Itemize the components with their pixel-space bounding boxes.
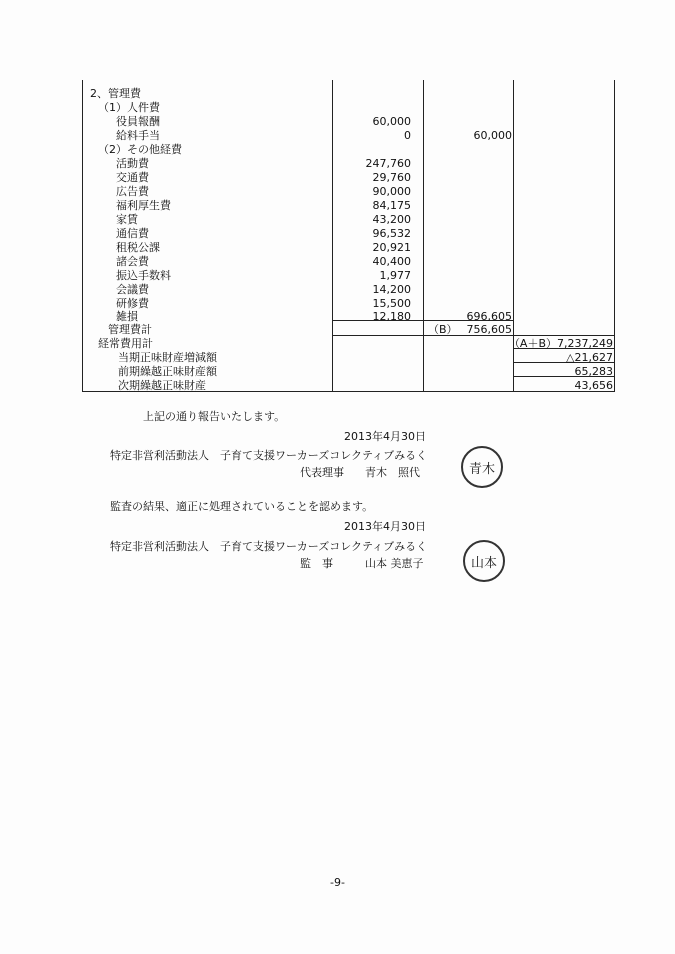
item-label: 通信費: [116, 227, 149, 240]
report-org: 特定非営利活動法人 子育て支援ワーカーズコレクティブみるく: [110, 449, 428, 462]
personnel-title: （1）人件費: [98, 101, 160, 114]
table-row: [0, 241, 675, 255]
item-amount: 15,500: [372, 297, 411, 310]
item-label: 広告費: [116, 185, 149, 198]
personnel-title-row: [0, 101, 675, 115]
item-amount: 12,180: [372, 310, 411, 323]
report-statement: 上記の通り報告いたします。: [143, 410, 286, 423]
item-amount: 14,200: [372, 283, 411, 296]
item-label: 諸会費: [116, 255, 149, 268]
item-label: 振込手数料: [116, 269, 171, 282]
seal-text: 青木: [468, 461, 495, 477]
auditor-seal: [463, 540, 505, 582]
item-label: 雑損: [116, 310, 138, 323]
representative-seal: [461, 446, 503, 488]
item-label: 活動費: [116, 157, 149, 170]
item-label: 役員報酬: [116, 115, 160, 128]
audit-name: 山本 美恵子: [365, 557, 424, 570]
item-amount: 60,000: [372, 115, 411, 128]
result-row: [0, 365, 675, 379]
ordinary-total-row: [0, 337, 675, 351]
table-row: [0, 213, 675, 227]
item-subtotal: 696,605: [466, 310, 512, 323]
section-title: 2、管理費: [90, 87, 141, 100]
item-amount: 84,175: [372, 199, 411, 212]
item-amount: 40,400: [372, 255, 411, 268]
result-label: 当期正味財産増減額: [118, 351, 217, 364]
report-role: 代表理事: [300, 466, 344, 479]
table-row: [0, 283, 675, 297]
item-amount: 90,000: [372, 185, 411, 198]
result-row: [0, 351, 675, 365]
result-value: △21,627: [566, 351, 613, 364]
result-label: 次期繰越正味財産: [118, 379, 206, 392]
table-row: [0, 185, 675, 199]
page-number: -9-: [330, 876, 345, 889]
table-row: [0, 269, 675, 283]
audit-date: 2013年4月30日: [344, 520, 426, 533]
item-label: 会議費: [116, 283, 149, 296]
result-value: 43,656: [574, 379, 613, 392]
item-amount: 1,977: [379, 269, 411, 282]
audit-org: 特定非営利活動法人 子育て支援ワーカーズコレクティブみるく: [110, 540, 428, 553]
ordinary-total-label: 経常費用計: [98, 337, 153, 350]
admin-total-value: 756,605: [466, 323, 512, 336]
audit-role: 監 事: [300, 557, 333, 570]
item-label: 交通費: [116, 171, 149, 184]
table-row: [0, 157, 675, 171]
section-title-row: [0, 87, 675, 101]
result-row: [0, 379, 675, 393]
item-label: 租税公課: [116, 241, 160, 254]
item-amount: 96,532: [372, 227, 411, 240]
item-amount: 29,760: [372, 171, 411, 184]
item-amount: 247,760: [365, 157, 411, 170]
table-row: [0, 227, 675, 241]
result-label: 前期繰越正味財産額: [118, 365, 217, 378]
item-label: 給料手当: [116, 129, 160, 142]
table-row: [0, 297, 675, 311]
report-name: 青木 照代: [365, 466, 420, 479]
table-row: [0, 255, 675, 269]
item-label: 福利厚生費: [116, 199, 171, 212]
table-row: [0, 199, 675, 213]
item-amount: 0: [404, 129, 411, 142]
item-label: 家賃: [116, 213, 138, 226]
table-row: [0, 310, 675, 324]
other-title: （2）その他経費: [98, 143, 182, 156]
other-title-row: [0, 143, 675, 157]
admin-total-marker: （B）: [428, 323, 458, 336]
item-label: 研修費: [116, 297, 149, 310]
seal-text: 山本: [470, 555, 497, 571]
item-subtotal: 60,000: [473, 129, 512, 142]
result-value: 65,283: [574, 365, 613, 378]
admin-total-row: [0, 323, 675, 337]
table-row: [0, 171, 675, 185]
item-amount: 20,921: [372, 241, 411, 254]
table-row: [0, 115, 675, 129]
report-date: 2013年4月30日: [344, 430, 426, 443]
ordinary-total-value: （A＋B）7,237,249: [508, 337, 613, 350]
audit-statement: 監査の結果、適正に処理されていることを認めます。: [110, 500, 374, 513]
table-row: [0, 129, 675, 143]
admin-total-label: 管理費計: [108, 323, 152, 336]
item-amount: 43,200: [372, 213, 411, 226]
